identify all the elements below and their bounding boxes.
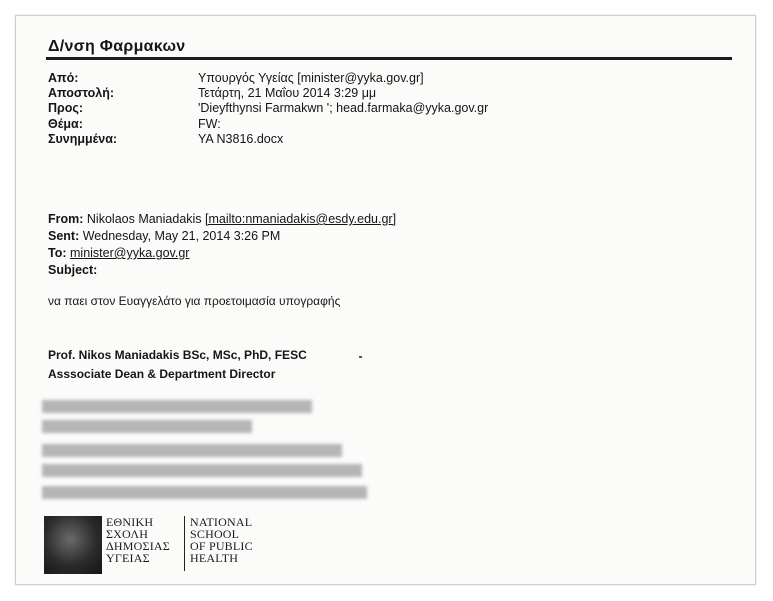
from-mailto-link: [mailto:nmaniadakis@esdy.edu.gr] [205, 212, 397, 226]
signature-title: Asssociate Dean & Department Director [48, 367, 276, 381]
redacted-line [42, 420, 252, 433]
redacted-line [42, 400, 312, 413]
redacted-line [42, 444, 342, 457]
redacted-contact-info [42, 398, 372, 508]
header-value: 'Dieyfthynsi Farmakwn '; head.farmaka@yyka.gov.gr [198, 101, 489, 116]
forwarded-from-row [48, 211, 396, 228]
header-label: Προς: [48, 101, 84, 116]
seal-emblem [44, 516, 102, 574]
header-label: Από: [48, 71, 79, 85]
sent-label: Sent: [48, 229, 80, 243]
forwarded-to-row [48, 245, 396, 262]
header-label: Αποστολή: [48, 86, 115, 101]
redacted-line [42, 464, 362, 477]
to-email: minister@yyka.gov.gr [70, 246, 190, 260]
header-label: Συνημμένα: [48, 131, 118, 146]
redacted-line [42, 486, 367, 499]
to-label: To: [48, 246, 67, 260]
forwarded-header [48, 211, 396, 279]
email-body: να παει στον Ευαγγελάτο για προετοιμασία υπογραφής [48, 294, 341, 308]
header-value: Υπουργός Υγείας [minister@yyka.gov.gr] [198, 71, 424, 85]
from-label: From: [48, 212, 84, 226]
scan-speck [359, 356, 362, 358]
sent-value: Wednesday, May 21, 2014 3:26 PM [82, 229, 281, 243]
forwarded-sent-row [48, 228, 396, 245]
header-label: Θέμα: [48, 116, 83, 131]
title-divider [46, 57, 732, 60]
header-value: Τετάρτη, 21 Μαΐου 2014 3:29 μμ [198, 86, 377, 101]
logo-greek-text: ΕΘΝΙΚΗ ΣΧΟΛΗ ΔΗΜΟΣΙΑΣ ΥΓΕΙΑΣ [106, 515, 170, 565]
signature [48, 346, 307, 384]
department-title: Δ/νση Φαρμακων [48, 38, 186, 55]
subject-label: Subject: [48, 263, 98, 277]
document-page [15, 15, 756, 585]
from-name: Nikolaos Maniadakis [86, 212, 202, 226]
signature-name: Prof. Nikos Maniadakis BSc, MSc, PhD, FESC [48, 348, 307, 362]
school-logo [44, 516, 274, 578]
attachment-name: YA N3816.docx [198, 131, 284, 146]
header-value: FW: [198, 116, 221, 131]
logo-english-text: NATIONAL SCHOOL OF PUBLIC HEALTH [184, 516, 253, 571]
forwarded-subject-row [48, 262, 396, 279]
